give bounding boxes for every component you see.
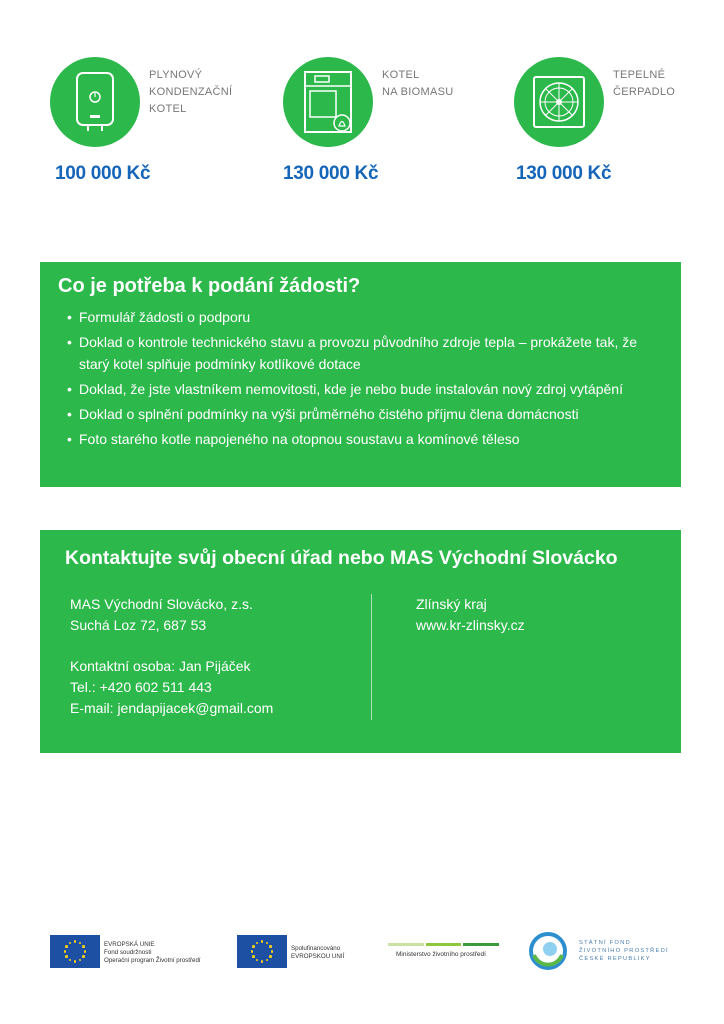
contact-mas	[70, 594, 273, 719]
eu-star-icon	[84, 950, 87, 953]
heat-pump-icon	[514, 57, 604, 147]
org-name: MAS Východní Slovácko, z.s.	[70, 596, 253, 612]
eu-star-icon	[261, 940, 264, 943]
eu-star-icon	[269, 945, 272, 948]
eu-star-icon	[74, 940, 77, 943]
contact-box	[40, 530, 681, 753]
list-item: • Doklad, že jste vlastníkem nemovitosti, kde je nebo bude instalován nový zdroj vytápění	[67, 378, 667, 400]
list-item: • Doklad o splnění podmínky na výši průměrného čistého příjmu člena domácnosti	[67, 403, 667, 425]
list-item: • Foto starého kotle napojeného na otopnou soustavu a komínové těleso	[67, 428, 667, 450]
eu-star-icon	[64, 950, 67, 953]
contact-phone: Tel.: +420 602 511 443	[70, 679, 212, 695]
contact-email[interactable]: E-mail: jendapijacek@gmail.com	[70, 700, 274, 716]
eu-star-icon	[256, 959, 259, 962]
eu-star-icon	[266, 959, 269, 962]
sfzp-emblem-icon	[528, 931, 568, 971]
eu-star-icon	[82, 955, 85, 958]
requirements-title: Co je potřeba k podání žádosti?	[58, 275, 361, 297]
eu-star-icon	[256, 942, 259, 945]
eu-star-icon	[271, 950, 274, 953]
gas-boiler-icon	[50, 57, 140, 147]
eu-flag-icon	[50, 935, 100, 968]
org-address: Suchá Loz 72, 687 53	[70, 617, 207, 633]
list-item: • Doklad o kontrole technického stavu a provozu původního zdroje tepla – prokážete tak, že starý kotel splňuje podmínky kotlíkové dotace	[67, 331, 667, 375]
eu-star-icon	[74, 960, 77, 963]
product-price: 130 000 Kč	[516, 163, 612, 184]
eu-star-icon	[65, 955, 68, 958]
contact-person: Kontaktní osoba: Jan Pijáček	[70, 658, 251, 674]
eu-flag-icon	[237, 935, 287, 968]
requirements-list	[67, 306, 667, 453]
eu-star-icon	[261, 960, 264, 963]
eu-star-icon	[82, 945, 85, 948]
eu-star-icon	[269, 955, 272, 958]
region-web-link[interactable]: www.kr-zlinsky.cz	[416, 617, 525, 633]
eu-star-icon	[251, 950, 254, 953]
contact-title: Kontaktujte svůj obecní úřad nebo MAS Východní Slovácko	[65, 547, 618, 569]
eu-star-icon	[79, 959, 82, 962]
eu-star-icon	[79, 942, 82, 945]
product-label: TEPELNÉ ČERPADLO	[613, 69, 676, 98]
eu-star-icon	[252, 945, 255, 948]
eu-star-icon	[266, 942, 269, 945]
biomass-boiler-icon	[283, 57, 373, 147]
requirements-box	[40, 262, 681, 487]
eu-star-icon	[252, 955, 255, 958]
contact-region	[416, 594, 525, 636]
product-label: KOTEL NA BIOMASU	[382, 69, 454, 98]
divider	[371, 594, 372, 720]
product-price: 100 000 Kč	[55, 163, 151, 184]
region-name: Zlínský kraj	[416, 596, 487, 612]
product-label: PLYNOVÝ KONDENZAČNÍ KOTEL	[149, 69, 233, 115]
product-price: 130 000 Kč	[283, 163, 379, 184]
eu-star-icon	[69, 942, 72, 945]
ministry-name: Ministerstvo životního prostředí	[396, 951, 486, 958]
list-item: • Formulář žádosti o podporu	[67, 306, 667, 328]
eu-star-icon	[69, 959, 72, 962]
eu-star-icon	[65, 945, 68, 948]
